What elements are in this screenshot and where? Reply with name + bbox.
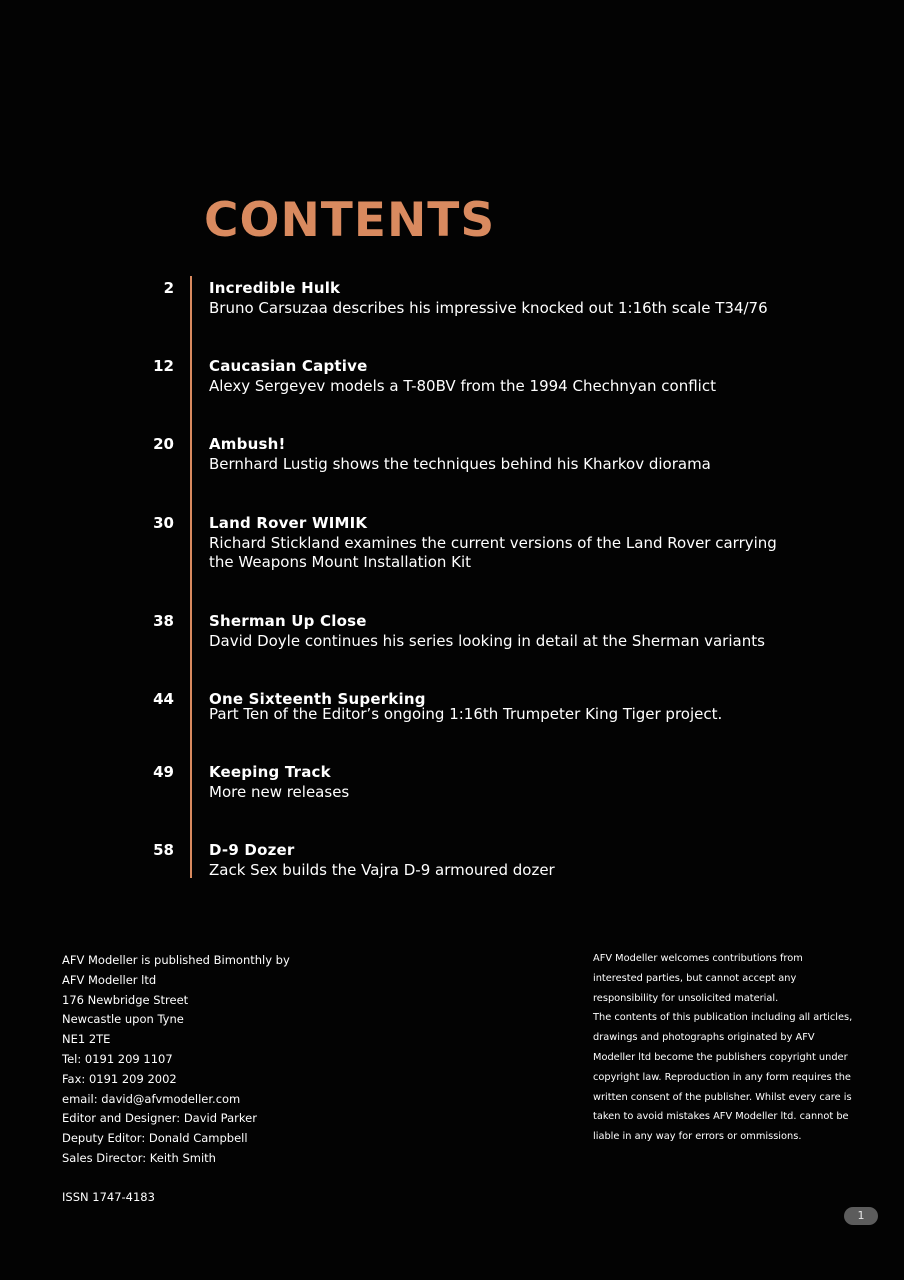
toc-description-line: Bernhard Lustig shows the techniques behind his Kharkov diorama [209,454,711,473]
toc-article-title: Incredible Hulk [209,279,341,297]
toc-page-number: 30 [153,514,174,532]
disclaimer-line: AFV Modeller welcomes contributions from [593,953,803,964]
disclaimer-line: copyright law. Reproduction in any form requires the [593,1071,851,1083]
publisher-line: AFV Modeller is published Bimonthly by [62,953,290,967]
publisher-phone: Tel: 0191 209 1107 [62,1051,173,1066]
publisher-email: email: david@afvmodeller.com [62,1091,241,1106]
publisher-fax: Fax: 0191 209 2002 [62,1071,177,1086]
publisher-address-line: NE1 2TE [62,1032,111,1047]
disclaimer-line: taken to avoid mistakes AFV Modeller ltd. cannot be [593,1111,849,1123]
disclaimer-line: written consent of the publisher. Whilst every care is [593,1091,852,1103]
toc-article-title: Land Rover WIMIK [209,514,368,532]
toc-page-number: 58 [153,841,174,859]
toc-article-title: Ambush! [209,435,286,453]
toc-article-title: Keeping Track [209,763,331,781]
toc-page-number: 20 [153,435,174,453]
toc-divider-line [190,276,192,878]
toc-article-description [209,705,809,725]
toc-description-line: Richard Stickland examines the current versions of the Land Rover carrying [209,533,777,552]
toc-page-number: 49 [153,763,174,781]
toc-article-title: One Sixteenth Superking [209,690,426,708]
toc-description-line: Alexy Sergeyev models a T-80BV from the 1994 Chechnyan conflict [209,376,716,395]
contents-title: CONTENTS [204,193,496,248]
toc-article-description [209,377,809,397]
page-number-badge: 1 [844,1207,878,1225]
disclaimer-line: The contents of this publication including all articles, [593,1012,853,1024]
sales-director-credit: Sales Director: Keith Smith [62,1150,216,1165]
editor-credit: Editor and Designer: David Parker [62,1111,257,1126]
disclaimer-line: drawings and photographs originated by AFV [593,1032,815,1044]
toc-article-description [209,632,809,652]
toc-article-description [209,861,809,881]
disclaimer-line: interested parties, but cannot accept any [593,972,797,984]
toc-description-line: David Doyle continues his series looking in detail at the Sherman variants [209,631,765,650]
toc-page-number: 38 [153,612,174,630]
toc-description-line: Part Ten of the Editor’s ongoing 1:16th Trumpeter King Tiger project. [209,705,723,723]
publisher-info [62,951,290,1169]
publisher-address-line: 176 Newbridge Street [62,992,189,1007]
deputy-editor-credit: Deputy Editor: Donald Campbell [62,1131,248,1146]
toc-page-number: 44 [153,690,174,708]
toc-description-line: the Weapons Mount Installation Kit [209,553,472,571]
copyright-disclaimer [593,949,853,1147]
disclaimer-line: responsibility for unsolicited material. [593,992,779,1004]
toc-article-description [209,783,809,803]
toc-article-description [209,534,809,573]
toc-description-line: Bruno Carsuzaa describes his impressive knocked out 1:16th scale T34/76 [209,298,768,317]
toc-article-description [209,299,809,319]
toc-description-line: More new releases [209,782,350,801]
toc-article-description [209,455,809,475]
publisher-address-line: Newcastle upon Tyne [62,1012,184,1027]
publisher-line: AFV Modeller ltd [62,972,157,987]
toc-article-title: Sherman Up Close [209,612,367,630]
toc-page-number: 2 [163,279,174,297]
disclaimer-line: liable in any way for errors or ommissions. [593,1131,802,1143]
toc-article-title: D-9 Dozer [209,841,295,859]
issn-number: ISSN 1747-4183 [62,1190,155,1204]
toc-page-number: 12 [153,357,174,375]
disclaimer-line: Modeller ltd become the publishers copyright under [593,1051,848,1063]
toc-description-line: Zack Sex builds the Vajra D-9 armoured dozer [209,860,555,879]
toc-article-title: Caucasian Captive [209,357,368,375]
